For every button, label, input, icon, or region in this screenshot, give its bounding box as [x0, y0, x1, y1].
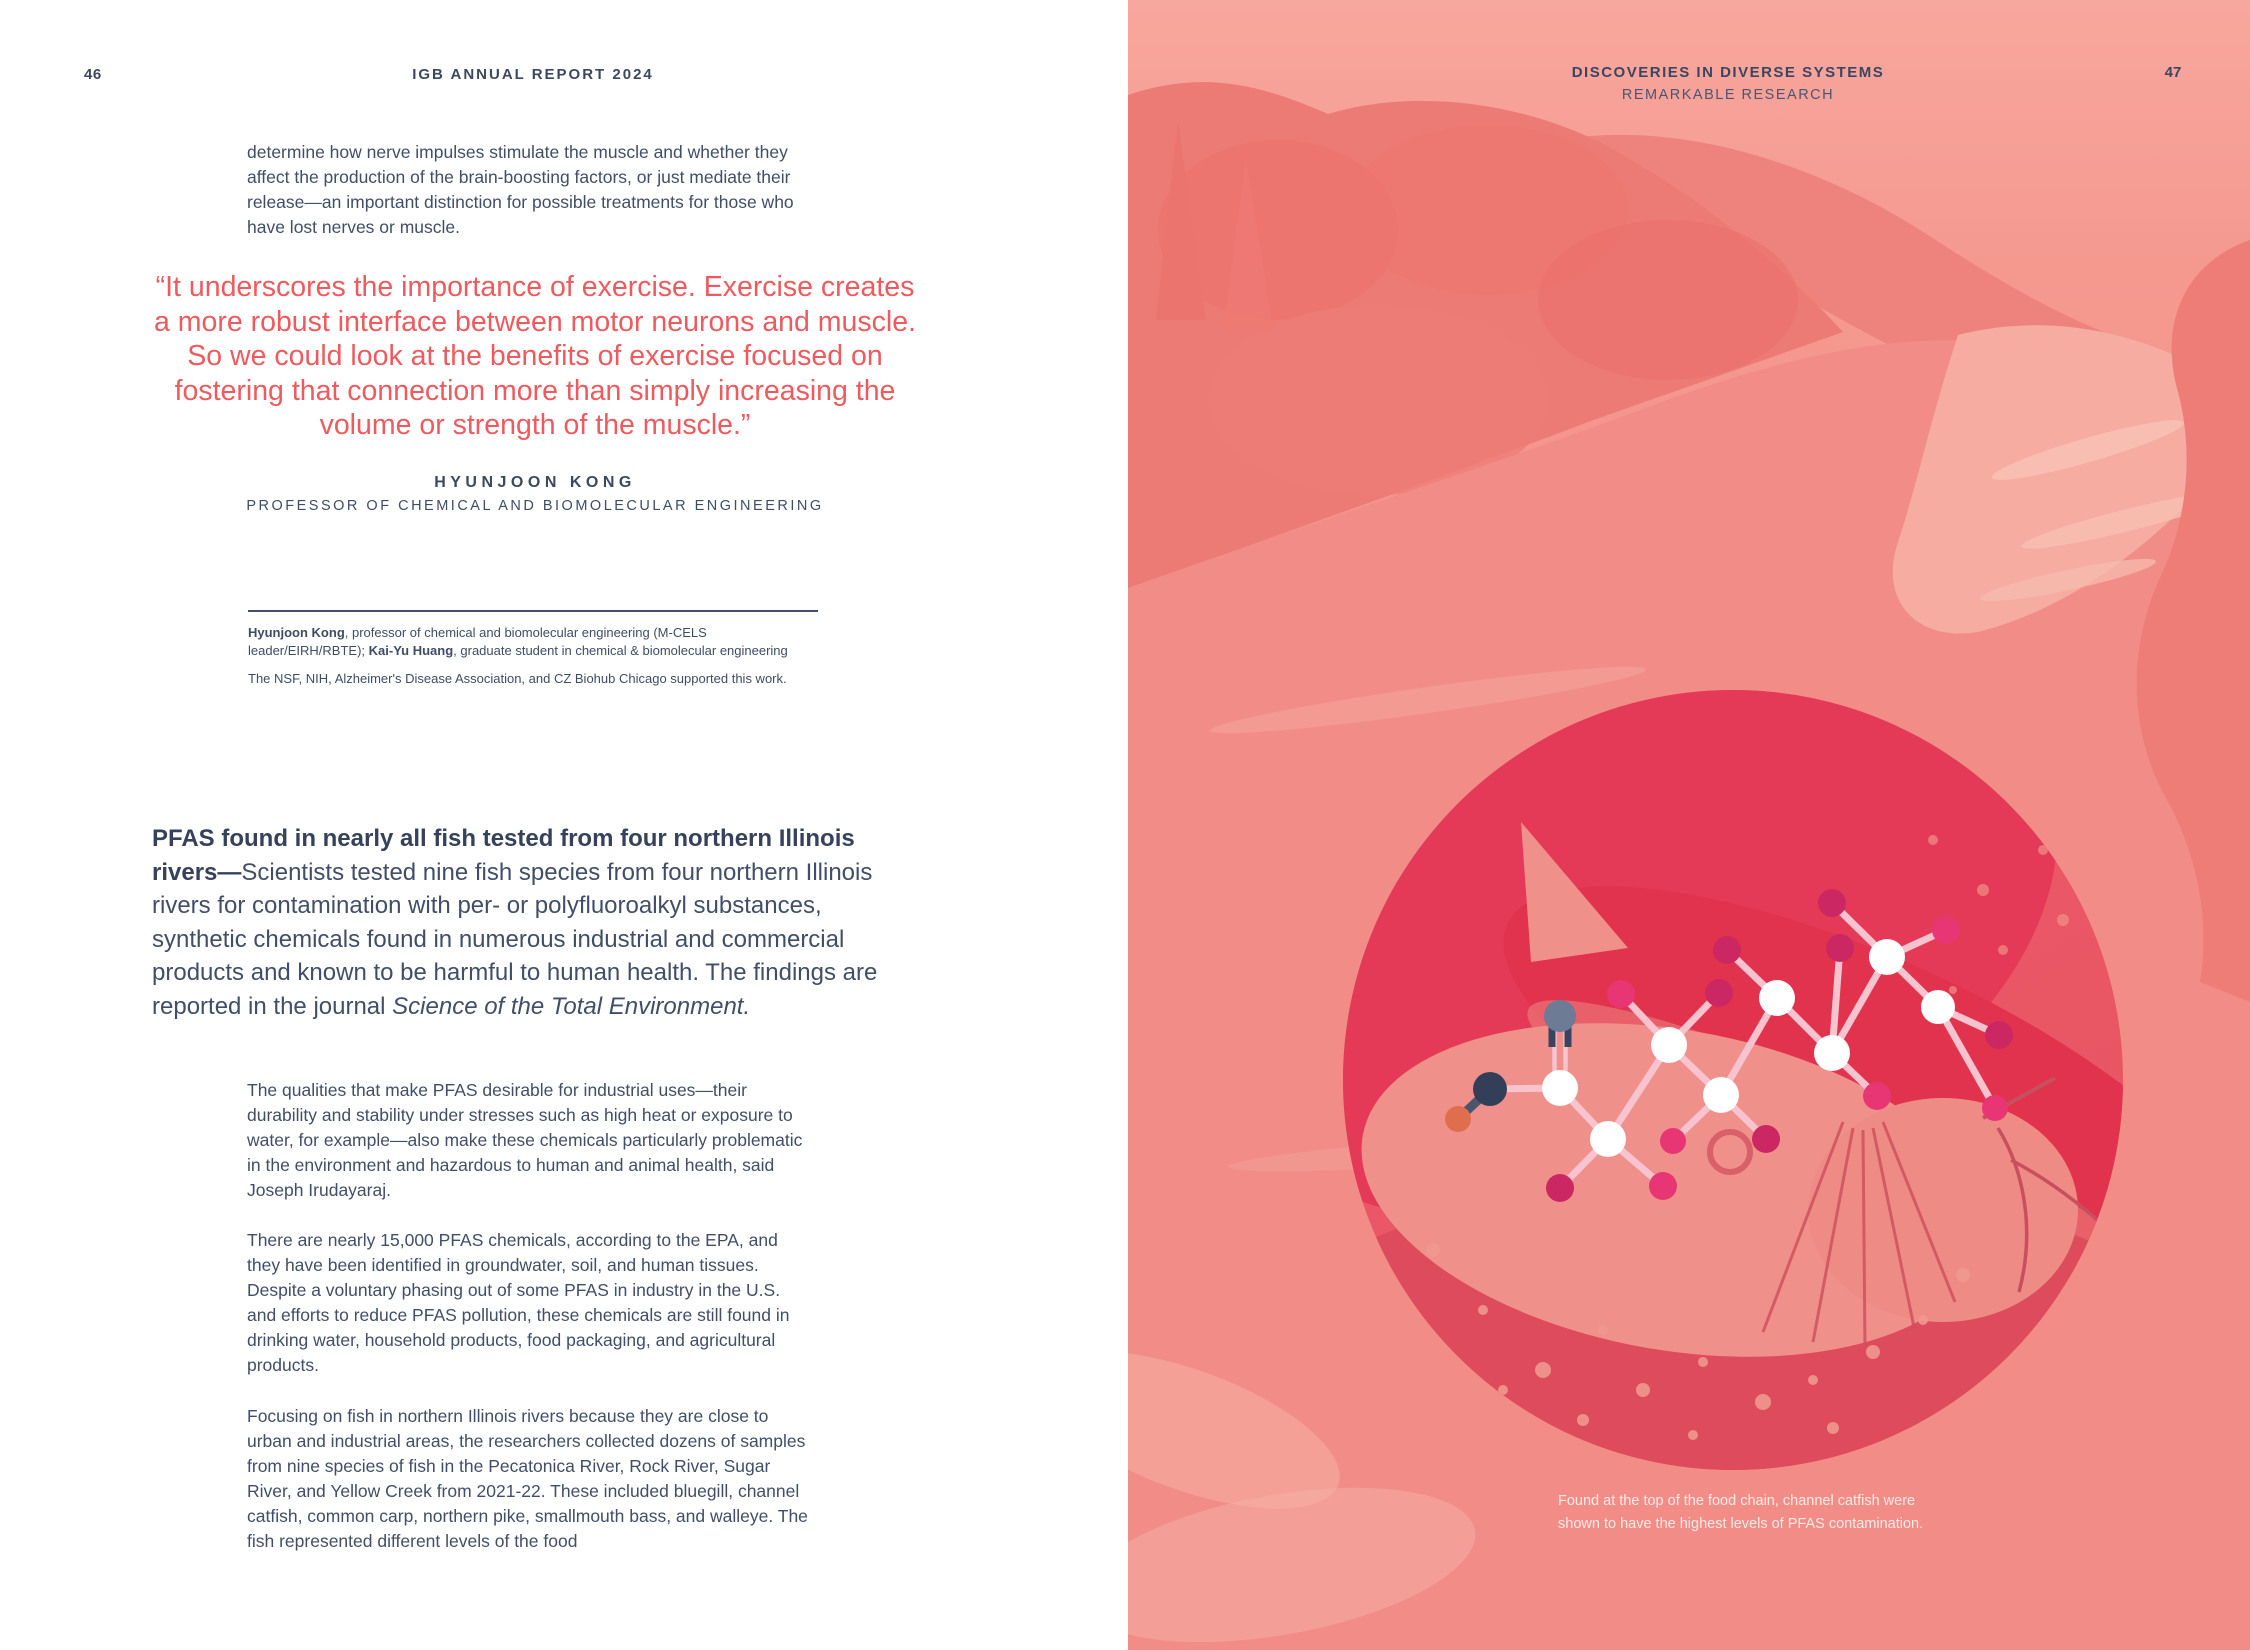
body-paragraph-3: Focusing on fish in northern Illinois rivers because they are close to urban and industrial areas, the researchers collected dozens of samples from nine species of fish in the Pecatonica River, Rock River, Sugar River, and Yellow Creek from 2021-22. These included bluegill, channel catfish, common carp, northern pike, smallmouth bass, and walleye. The fish represented different levels of the food — [247, 1406, 808, 1551]
photo-caption-line1: Found at the top of the food chain, channel catfish were — [1558, 1493, 1916, 1509]
body-paragraph-1: The qualities that make PFAS desirable for industrial uses—their durability and stability under stresses such as high heat or exposure to water, for example—also make these chemicals particularly problematic in the environment and hazardous to human and animal health, said Joseph Irudayaraj. — [247, 1080, 803, 1200]
section-subheader: REMARKABLE RESEARCH — [1621, 87, 1835, 103]
intro-paragraph: determine how nerve impulses stimulate the muscle and whether they affect the production of the brain-boosting factors, or just mediate their release—an important distinction for possible treatments for those who have lost nerves or muscle. — [247, 142, 794, 237]
body-paragraph-2: There are nearly 15,000 PFAS chemicals, according to the EPA, and they have been identified in groundwater, soil, and human tissues. Despite a voluntary phasing out of some PFAS in industry in the U.S. and efforts to reduce PFAS pollution, these chemicals are still found in drinking water, household products, food packaging, and agricultural products. — [247, 1230, 790, 1375]
credit-divider-rule — [248, 610, 818, 612]
quote-attribution-title: PROFESSOR OF CHEMICAL AND BIOMOLECULAR ENGINEERING — [246, 498, 824, 514]
story-lead-text: Scientists tested nine fish species from four northern Illinois rivers for contamination with per- or polyfluoroalkyl substances, synthetic chemicals found in numerous industrial and commercial products and known to be harmful to human health. The findings are reported in the journal — [152, 858, 878, 1020]
story-lead-bold: PFAS found in nearly all fish tested from four northern Illinois rivers— — [152, 825, 855, 886]
journal-name: Science of the Total Environment. — [392, 992, 751, 1020]
credit-text-1: , professor of chemical and biomolecular engineering (M-CELS leader/EIRH/RBTE); — [248, 625, 707, 658]
funding-note: The NSF, NIH, Alzheimer's Disease Association, and CZ Biohub Chicago supported this work. — [248, 671, 787, 686]
photo-caption-line2: shown to have the highest levels of PFAS contamination. — [1558, 1515, 1924, 1532]
catfish-duotone-image — [1343, 690, 2123, 1470]
pull-quote: “It underscores the importance of exercise. Exercise creates a more robust interface between motor neurons and muscle. So we could look at the benefits of exercise focused on fostering that connection more than simply increasing the volume or strength of the muscle.” — [154, 271, 916, 442]
page-number-left: 46 — [84, 66, 102, 83]
credit-name-1: Hyunjoon Kong — [248, 625, 345, 640]
section-header: DISCOVERIES IN DIVERSE SYSTEMS — [1571, 64, 1885, 81]
running-header: IGB ANNUAL REPORT 2024 — [412, 66, 654, 83]
credit-name-2: Kai-Yu Huang — [368, 643, 454, 658]
credit-text-2: , graduate student in chemical & biomolecular engineering — [453, 643, 788, 658]
page-number-right: 47 — [2164, 64, 2182, 81]
quote-attribution-name: HYUNJOON KONG — [434, 474, 636, 491]
researcher-credits — [248, 624, 822, 660]
story-lead-paragraph — [152, 822, 900, 1024]
page-right — [1128, 0, 2250, 1650]
photo-caption — [1558, 1490, 1938, 1535]
catfish-photo-circle-inset — [1343, 690, 2123, 1470]
